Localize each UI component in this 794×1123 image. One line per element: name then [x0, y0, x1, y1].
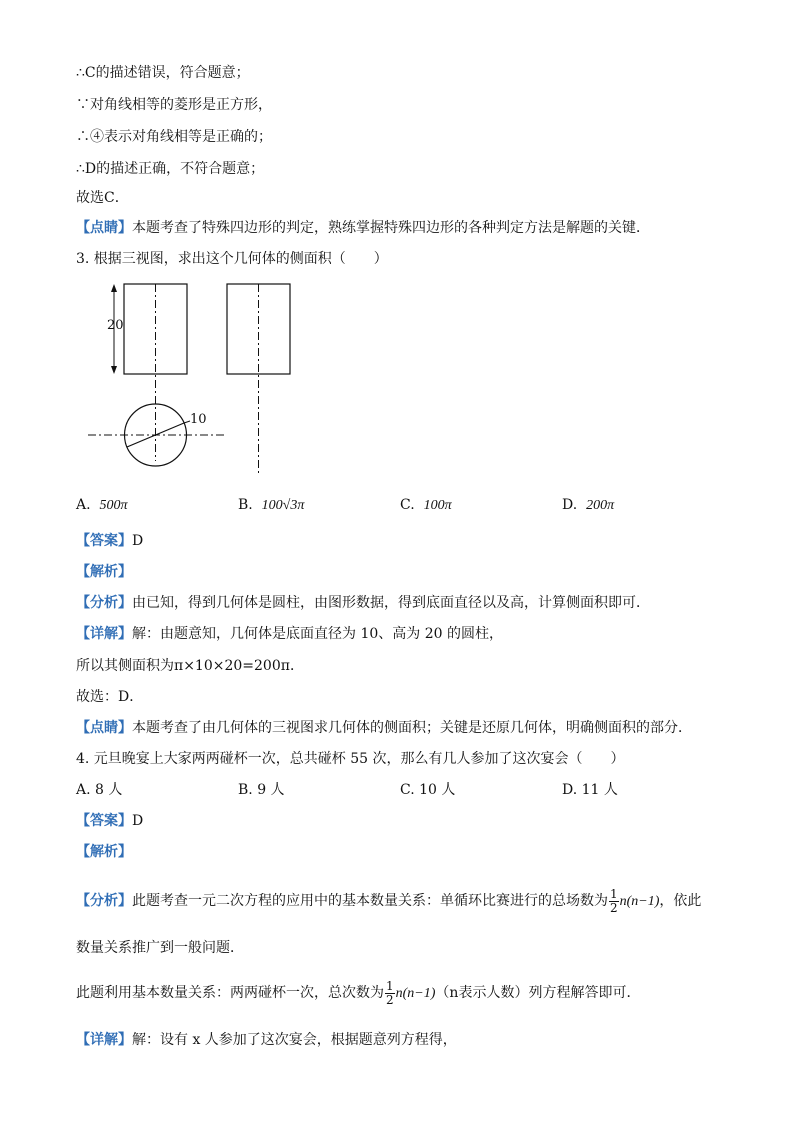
question-4-stem: 4. 元旦晚宴上大家两两碰杯一次，总共碰杯 55 次，那么有几人参加了这次宴会（ ） — [76, 751, 625, 767]
answer-line — [76, 531, 143, 551]
option-b: B. 100√3π — [238, 497, 305, 513]
option-c: C. 100π — [400, 497, 452, 513]
radius-label: 10 — [190, 412, 207, 427]
analysis-heading: 【解析】 — [76, 844, 132, 860]
calc-line: 所以其侧面积为π×10×20=200π． — [76, 658, 304, 674]
fenxi-line: 【分析】由已知，得到几何体是圆柱，由图形数据，得到底面直径以及高，计算侧面积即可． — [76, 595, 650, 611]
height-label: 20 — [107, 318, 124, 333]
option-a: A. 8 人 — [76, 782, 123, 798]
xiangjie-line: 【详解】解：设有 x 人参加了这次宴会，根据题意列方程得， — [76, 1032, 457, 1048]
text-line: ∴④表示对角线相等是正确的； — [76, 129, 272, 145]
option-b: B. 9 人 — [238, 782, 285, 798]
option-c: C. 10 人 — [400, 782, 456, 798]
comment-text: 本题考查了特殊四边形的判定，熟练掌握特殊四边形的各种判定方法是解题的关键． — [132, 220, 650, 236]
option-d: D. 200π — [562, 497, 615, 513]
answer-line: 【答案】D — [76, 813, 144, 829]
comment-line: 【点睛】本题考查了由几何体的三视图求几何体的侧面积；关键是还原几何体，明确侧面积的部分． — [76, 720, 692, 736]
text-line: 故选C． — [76, 190, 129, 206]
comment-tag: 【点睛】 — [76, 220, 132, 236]
fraction: $\frac{1}{2}$ — [610, 886, 618, 915]
three-view-figure — [84, 276, 300, 480]
fenxi-line: 【分析】此题考查一元二次方程的应用中的基本数量关系：单循环比赛进行的总场数为 $\frac{1}{2}$ n(n−1)，依此 — [76, 886, 702, 915]
text-line: ∴C的描述错误，符合题意； — [76, 65, 250, 81]
choose-line: 故选：D． — [76, 689, 144, 705]
option-a: A. 500π — [76, 497, 128, 513]
question-3-stem: 3. 根据三视图，求出这个几何体的侧面积（ ） — [76, 251, 388, 267]
analysis-heading: 【解析】 — [76, 564, 132, 580]
option-d: D. 11 人 — [562, 782, 618, 798]
use-line: 此题利用基本数量关系：两两碰杯一次，总次数为 $\frac{1}{2}$ n(n−1)（n表示人数）列方程解答即可． — [76, 978, 641, 1007]
answer-tag: 【答案】 — [76, 533, 132, 549]
fenxi-line-2: 数量关系推广到一般问题． — [76, 940, 244, 956]
comment-line — [76, 218, 650, 238]
text-line: ∵对角线相等的菱形是正方形， — [76, 97, 272, 113]
answer-value: D — [132, 533, 144, 549]
fraction: $\frac{1}{2}$ — [386, 978, 394, 1007]
text-line: ∴D的描述正确，不符合题意； — [76, 161, 265, 177]
xiangjie-line: 【详解】解：由题意知，几何体是底面直径为 10、高为 20 的圆柱， — [76, 626, 503, 642]
